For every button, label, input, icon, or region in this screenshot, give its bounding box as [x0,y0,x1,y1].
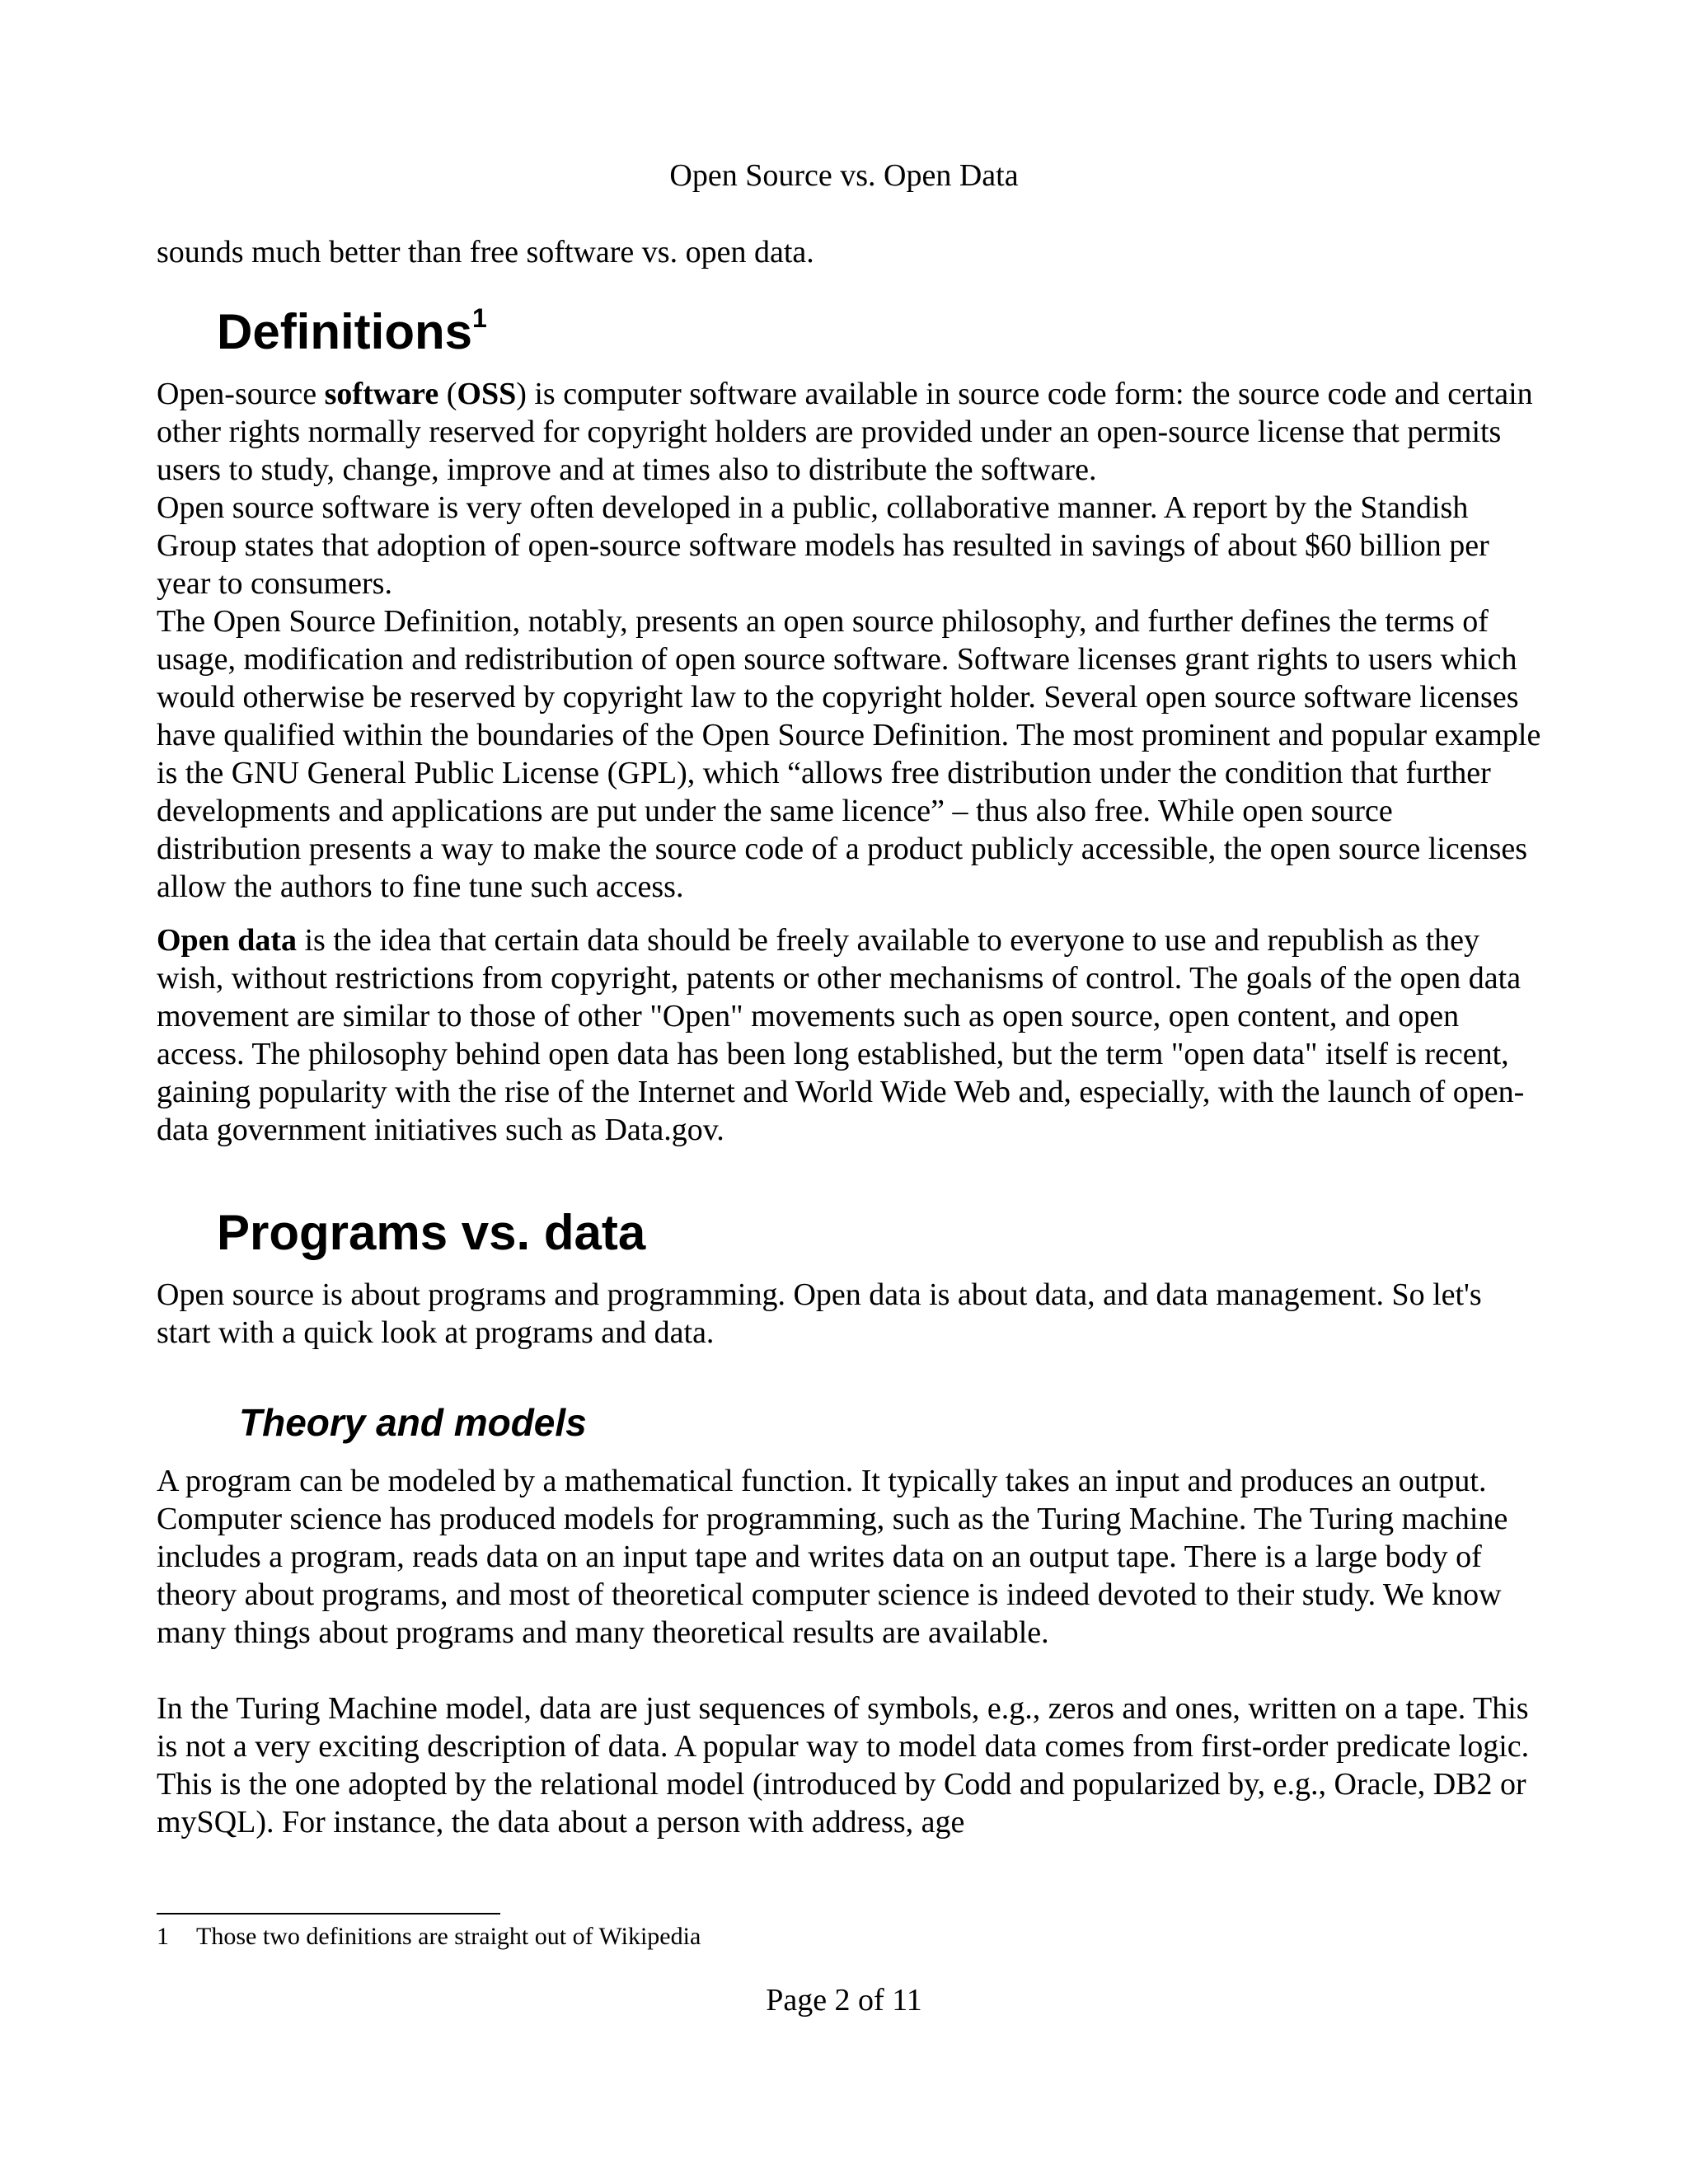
theory-paragraph-1: A program can be modeled by a mathematical function. It typically takes an input and produces an output. Computer science has produced models for programming, such as the Turing Machine. The Turing machine includes a program, reads data on an input tape and writes data on an output tape. There is a large body of theory about programs, and most of theoretical computer science is indeed devoted to their study. We know many things about programs and many theoretical results are available. [157,1464,1508,1650]
footnote-text: Those two definitions are straight out of Wikipedia [196,1923,701,1950]
oss-collaboration-paragraph: Open source software is very often developed in a public, collaborative manner. A report by the Standish Group states that adoption of open-source software models has resulted in savings of about $60 billion per year to consumers. [157,490,1489,601]
oss-definition-rest: ) is computer software available in source code form: the source code and certain other rights normally reserved for copyright holders are provided under an open-source license that permits users to study, change, improve and at times also to distribute the software. [157,377,1533,487]
page-content [157,233,1541,1841]
theory-paragraph-2: In the Turing Machine model, data are just sequences of symbols, e.g., zeros and ones, written on a tape. This is not a very exciting description of data. A popular way to model data comes from first-order predicate logic. This is the one adopted by the relational model (introduced by Codd and popularized by, e.g., Oracle, DB2 or mySQL). For instance, the data about a person with address, age [157,1691,1530,1840]
osd-paragraph: The Open Source Definition, notably, presents an open source philosophy, and further defines the terms of usage, modification and redistribution of open source software. Software licenses grant rights to users which would otherwise be reserved by copyright law to the copyright holder. Several open source software licenses have qualified within the boundaries of the Open Source Definition. The most prominent and popular example is the GNU General Public License (GPL), which “allows free distribution under the condition that further developments and applications are put under the same licence” – thus also free. While open source distribution presents a way to make the source code of a product publicly accessible, the open source licenses allow the authors to fine tune such access. [157,604,1541,904]
definitions-heading-text: Definitions [217,304,472,359]
running-header: Open Source vs. Open Data [669,158,1019,193]
programs-intro-paragraph: Open source is about programs and programming. Open data is about data, and data management. So let's start with a quick look at programs and data. [157,1277,1482,1350]
theory-models-heading: Theory and models [239,1401,587,1444]
open-data-paragraph [157,921,1541,1149]
programs-vs-data-heading: Programs vs. data [217,1205,646,1260]
footnote-number: 1 [157,1923,169,1950]
oss-prefix: Open-source [157,377,325,411]
oss-definition-paragraph [157,375,1541,489]
definitions-heading [157,302,1541,362]
open-data-definition-rest: is the idea that certain data should be freely available to everyone to use and republish as they wish, without restrictions from copyright, patents or other mechanisms of control. The goals of the open data movement are similar to those of other "Open" movements such as open source, open content, and open access. The philosophy behind open data has been long established, but the term "open data" itself is recent, gaining popularity with the rise of the Internet and World Wide Web and, especially, with the launch of open-data government initiatives such as Data.gov. [157,923,1525,1147]
page-number: Page 2 of 11 [766,1983,922,2018]
oss-abbreviation: OSS [457,377,517,411]
open-data-term: Open data [157,923,297,958]
footnote-1 [157,1922,701,1952]
footnote-separator [157,1913,500,1915]
footnote-ref-1[interactable]: 1 [472,303,487,333]
oss-paren-open: ( [438,377,457,411]
continued-paragraph: sounds much better than free software vs. open data. [157,235,814,269]
oss-term-software: software [324,377,439,411]
